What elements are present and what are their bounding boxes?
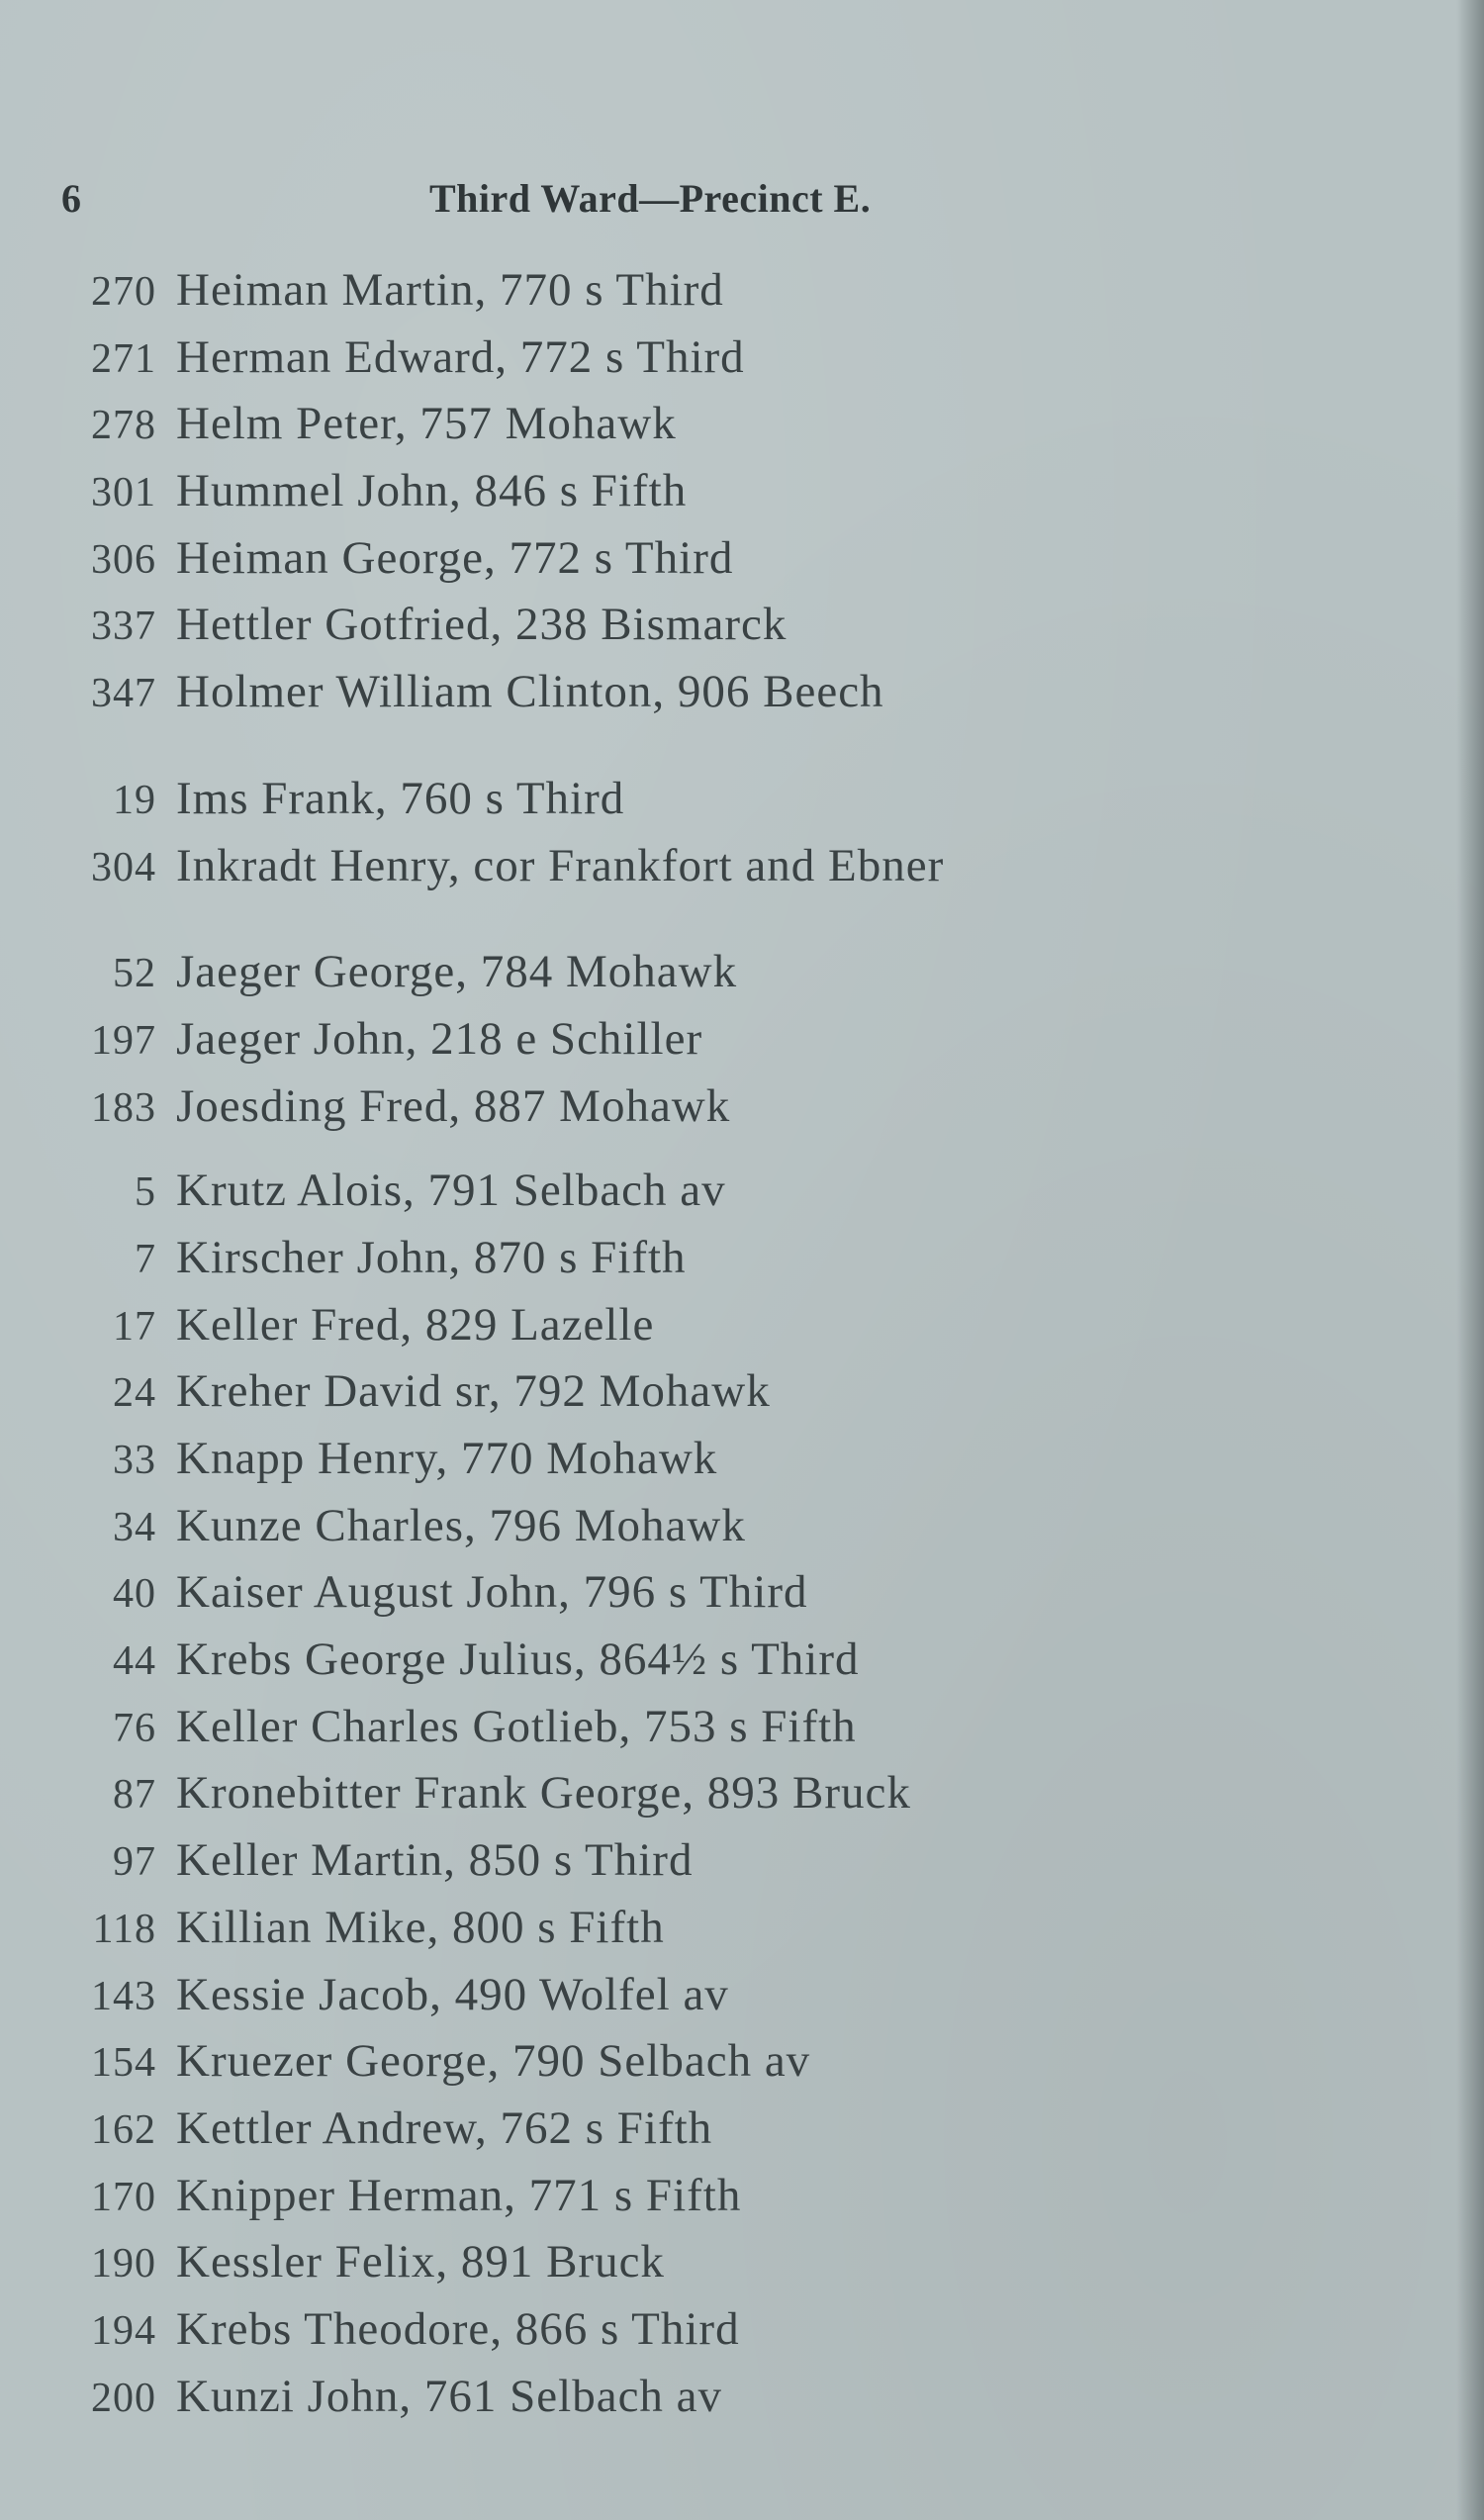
voter-name-address: Killian Mike, 800 s Fifth xyxy=(176,1901,665,1953)
voter-entry xyxy=(0,1700,1444,1767)
voter-entry xyxy=(0,1968,1444,2035)
voter-number: 143 xyxy=(91,1973,156,2019)
voter-entry xyxy=(0,665,1444,732)
voter-number: 200 xyxy=(91,2375,156,2421)
voter-number: 194 xyxy=(91,2307,156,2354)
voter-name-address: Ims Frank, 760 s Third xyxy=(176,772,625,824)
voter-entry xyxy=(0,2302,1444,2370)
running-head: Third Ward—Precinct E. xyxy=(429,176,872,221)
voter-entry xyxy=(0,464,1444,531)
voter-number: 270 xyxy=(91,269,156,315)
voter-entry xyxy=(0,1901,1444,1968)
voter-number: 17 xyxy=(113,1303,156,1350)
voter-entry xyxy=(0,839,1444,906)
voter-entry xyxy=(0,2101,1444,2169)
voter-number: 19 xyxy=(113,777,156,823)
voter-name-address: Jaeger John, 218 e Schiller xyxy=(176,1012,703,1065)
voter-entry xyxy=(0,2235,1444,2302)
letter-group-i xyxy=(0,772,1444,905)
voter-entry xyxy=(0,2034,1444,2101)
voter-name-address: Kunzi John, 761 Selbach av xyxy=(176,2370,723,2422)
voter-number: 271 xyxy=(91,335,156,382)
voter-number: 304 xyxy=(91,844,156,890)
voter-name-address: Kirscher John, 870 s Fifth xyxy=(176,1231,687,1283)
voter-entry xyxy=(0,397,1444,464)
voter-name-address: Herman Edward, 772 s Third xyxy=(176,330,745,383)
voter-name-address: Kruezer George, 790 Selbach av xyxy=(176,2035,811,2088)
voter-name-address: Hettler Gotfried, 238 Bismarck xyxy=(176,599,788,651)
voter-name-address: Krutz Alois, 791 Selbach av xyxy=(176,1165,726,1217)
voter-number: 170 xyxy=(91,2174,156,2220)
voter-name-address: Keller Martin, 850 s Third xyxy=(176,1834,694,1887)
voter-number: 33 xyxy=(113,1438,156,1483)
voter-entry xyxy=(0,1432,1444,1499)
voter-entry xyxy=(0,2169,1444,2236)
voter-name-address: Heiman Martin, 770 s Third xyxy=(176,264,724,316)
voter-name-address: Knipper Herman, 771 s Fifth xyxy=(176,2169,742,2221)
letter-group-j xyxy=(0,945,1444,1146)
voter-entry xyxy=(0,1633,1444,1700)
voter-name-address: Holmer William Clinton, 906 Beech xyxy=(176,666,884,718)
voter-entry xyxy=(0,1298,1444,1365)
voter-list xyxy=(0,263,1444,2436)
voter-number: 44 xyxy=(113,1638,156,1685)
voter-name-address: Kreher David sr, 792 Mohawk xyxy=(176,1365,771,1418)
voter-entry xyxy=(0,1499,1444,1566)
voter-number: 337 xyxy=(91,604,156,650)
voter-name-address: Helm Peter, 757 Mohawk xyxy=(176,398,677,450)
page-edge-shadow xyxy=(1456,0,1484,2520)
voter-number: 162 xyxy=(91,2106,156,2153)
voter-number: 301 xyxy=(91,470,156,516)
voter-number: 154 xyxy=(91,2040,156,2087)
voter-number: 76 xyxy=(113,1705,156,1751)
voter-name-address: Jaeger George, 784 Mohawk xyxy=(176,946,738,998)
voter-entry xyxy=(0,263,1444,330)
letter-group-h xyxy=(0,263,1444,732)
voter-entry xyxy=(0,945,1444,1012)
voter-number: 5 xyxy=(135,1169,156,1216)
voter-entry xyxy=(0,1231,1444,1298)
voter-number: 278 xyxy=(91,403,156,449)
voter-name-address: Knapp Henry, 770 Mohawk xyxy=(176,1433,718,1484)
voter-entry xyxy=(0,330,1444,398)
voter-name-address: Heiman George, 772 s Third xyxy=(176,531,734,584)
voter-name-address: Kunze Charles, 796 Mohawk xyxy=(176,1499,746,1551)
page-number: 6 xyxy=(61,176,81,221)
voter-name-address: Hummel John, 846 s Fifth xyxy=(176,465,688,517)
voter-name-address: Kettler Andrew, 762 s Fifth xyxy=(176,2101,713,2154)
page-header xyxy=(61,174,1051,233)
voter-entry xyxy=(0,1833,1444,1901)
voter-number: 52 xyxy=(113,951,156,997)
voter-number: 118 xyxy=(92,1906,156,1952)
voter-number: 347 xyxy=(91,671,156,717)
voter-name-address: Krebs Theodore, 866 s Third xyxy=(176,2302,740,2355)
voter-entry xyxy=(0,1364,1444,1432)
voter-name-address: Keller Charles Gotlieb, 753 s Fifth xyxy=(176,1700,857,1752)
voter-name-address: Kronebitter Frank George, 893 Bruck xyxy=(176,1767,911,1820)
voter-entry xyxy=(0,1565,1444,1633)
voter-name-address: Krebs George Julius, 864½ s Third xyxy=(176,1633,860,1686)
letter-group-k xyxy=(0,1164,1444,2436)
voter-number: 197 xyxy=(91,1017,156,1064)
voter-entry xyxy=(0,1079,1444,1147)
voter-entry xyxy=(0,1164,1444,1231)
voter-number: 306 xyxy=(91,536,156,583)
voter-entry xyxy=(0,772,1444,839)
voter-name-address: Inkradt Henry, cor Frankfort and Ebner xyxy=(176,839,945,891)
voter-number: 87 xyxy=(113,1772,156,1819)
voter-name-address: Keller Fred, 829 Lazelle xyxy=(176,1298,655,1351)
voter-name-address: Kaiser August John, 796 s Third xyxy=(176,1566,808,1619)
voter-number: 34 xyxy=(113,1504,156,1550)
voter-number: 40 xyxy=(113,1571,156,1618)
voter-number: 97 xyxy=(113,1839,156,1886)
voter-entry xyxy=(0,1766,1444,1833)
voter-name-address: Kessie Jacob, 490 Wolfel av xyxy=(176,1968,729,2020)
voter-number: 190 xyxy=(91,2241,156,2287)
voter-name-address: Joesding Fred, 887 Mohawk xyxy=(176,1079,731,1132)
voter-number: 24 xyxy=(113,1370,156,1417)
voter-number: 7 xyxy=(135,1236,156,1282)
voter-name-address: Kessler Felix, 891 Bruck xyxy=(176,2236,665,2288)
voter-entry xyxy=(0,598,1444,665)
voter-entry xyxy=(0,1012,1444,1079)
voter-number: 183 xyxy=(91,1084,156,1131)
voter-entry xyxy=(0,531,1444,599)
voter-entry xyxy=(0,2370,1444,2437)
